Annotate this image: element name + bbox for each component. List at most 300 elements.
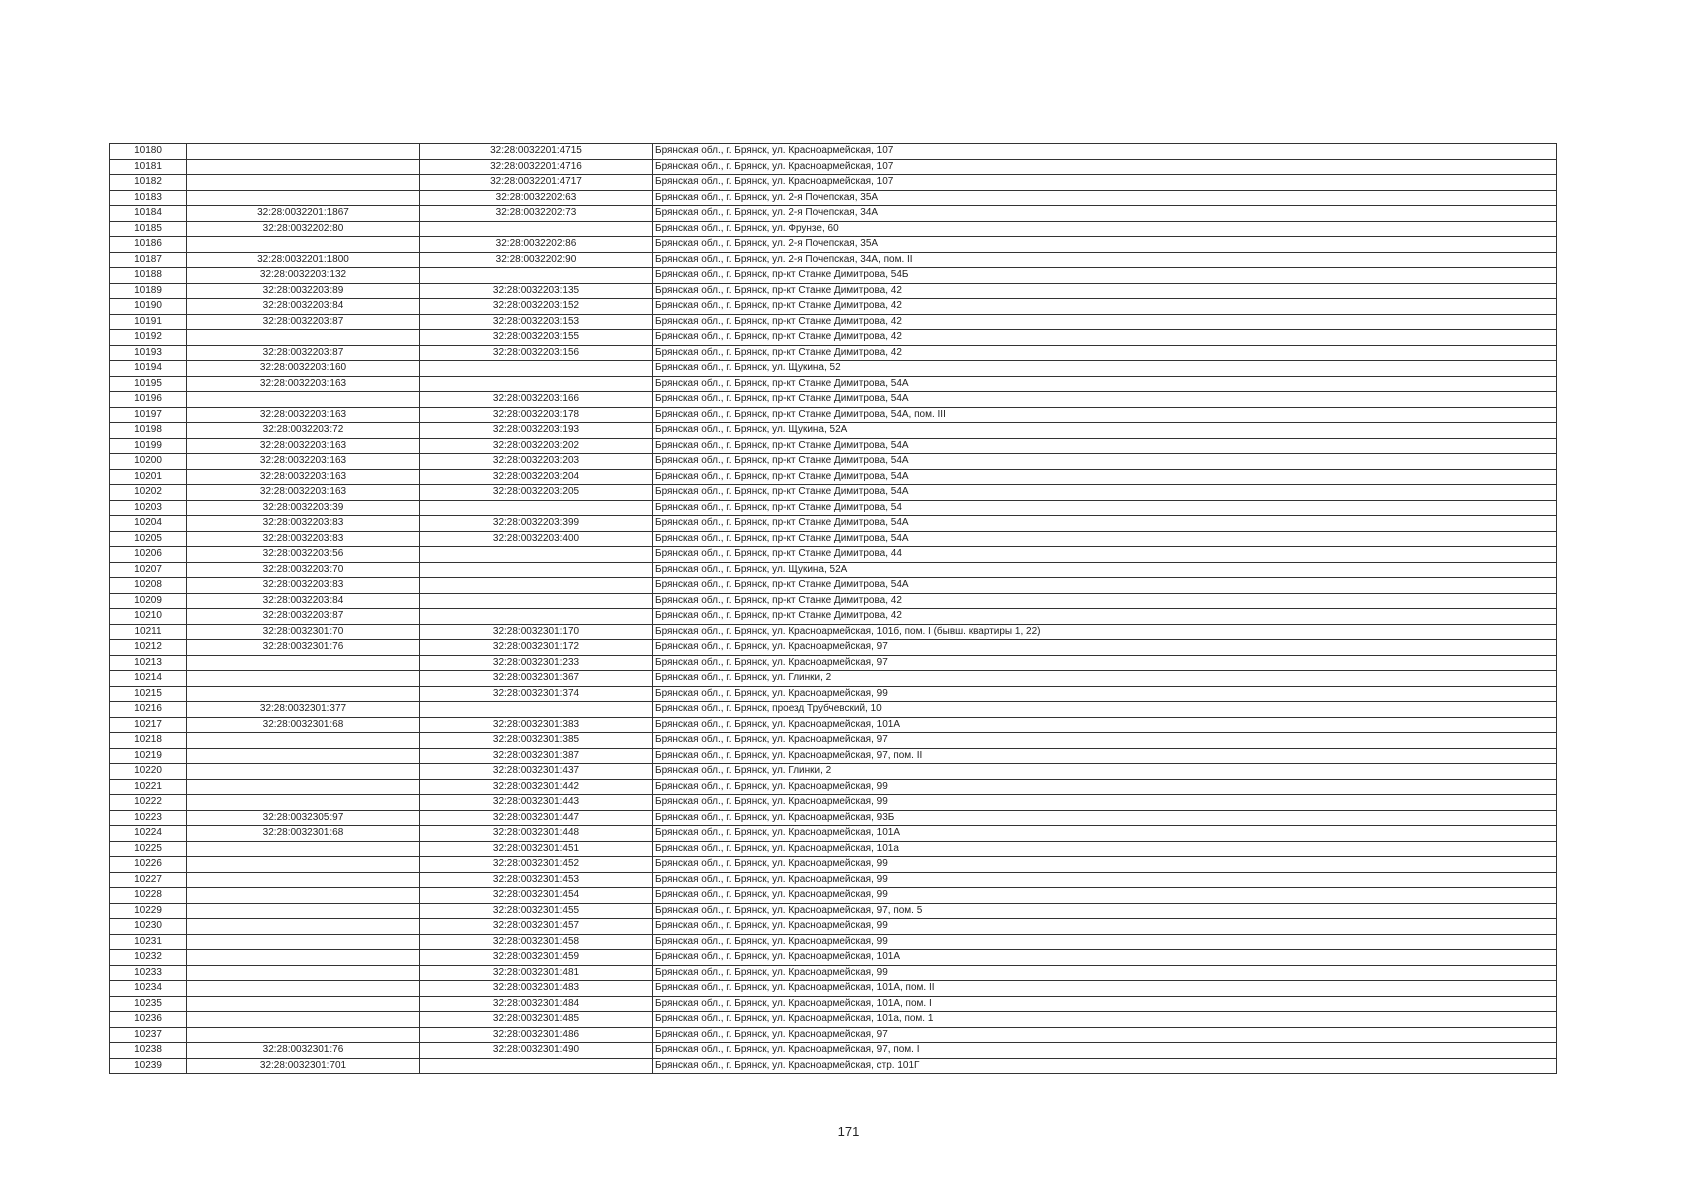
table-row <box>110 252 1557 268</box>
table-row <box>110 950 1557 966</box>
row-number-cell: 10180 <box>110 144 187 160</box>
row-number-cell: 10190 <box>110 299 187 315</box>
cadastral-number-cell <box>187 159 420 175</box>
cadastral-number-cell: 32:28:0032203:87 <box>187 609 420 625</box>
object-cadastral-number-cell: 32:28:0032202:63 <box>420 190 653 206</box>
cadastral-number-cell <box>187 686 420 702</box>
row-number-cell: 10211 <box>110 624 187 640</box>
cadastral-number-cell <box>187 1027 420 1043</box>
cadastral-number-cell: 32:28:0032203:84 <box>187 593 420 609</box>
object-cadastral-number-cell <box>420 702 653 718</box>
address-cell: Брянская обл., г. Брянск, пр-кт Станке Димитрова, 54А <box>653 485 1557 501</box>
table-row <box>110 717 1557 733</box>
row-number-cell: 10189 <box>110 283 187 299</box>
object-cadastral-number-cell: 32:28:0032203:205 <box>420 485 653 501</box>
row-number-cell: 10181 <box>110 159 187 175</box>
cadastral-number-cell <box>187 748 420 764</box>
object-cadastral-number-cell: 32:28:0032301:172 <box>420 640 653 656</box>
row-number-cell: 10231 <box>110 934 187 950</box>
cadastral-number-cell: 32:28:0032203:87 <box>187 314 420 330</box>
table-body <box>110 144 1557 1074</box>
address-cell: Брянская обл., г. Брянск, ул. Красноармейская, 99 <box>653 686 1557 702</box>
row-number-cell: 10237 <box>110 1027 187 1043</box>
table-row <box>110 810 1557 826</box>
table-row <box>110 702 1557 718</box>
address-cell: Брянская обл., г. Брянск, пр-кт Станке Димитрова, 54А <box>653 531 1557 547</box>
table-row <box>110 562 1557 578</box>
cadastral-number-cell: 32:28:0032301:76 <box>187 1043 420 1059</box>
row-number-cell: 10209 <box>110 593 187 609</box>
address-cell: Брянская обл., г. Брянск, пр-кт Станке Димитрова, 54Б <box>653 268 1557 284</box>
address-cell: Брянская обл., г. Брянск, ул. Красноармейская, 97, пом. II <box>653 748 1557 764</box>
cadastral-number-cell <box>187 190 420 206</box>
row-number-cell: 10224 <box>110 826 187 842</box>
cadastral-number-cell: 32:28:0032203:163 <box>187 438 420 454</box>
cadastral-number-cell: 32:28:0032305:97 <box>187 810 420 826</box>
address-cell: Брянская обл., г. Брянск, ул. Глинки, 2 <box>653 764 1557 780</box>
cadastral-number-cell: 32:28:0032203:163 <box>187 469 420 485</box>
address-cell: Брянская обл., г. Брянск, пр-кт Станке Димитрова, 54А <box>653 392 1557 408</box>
row-number-cell: 10239 <box>110 1058 187 1074</box>
object-cadastral-number-cell: 32:28:0032301:451 <box>420 841 653 857</box>
row-number-cell: 10234 <box>110 981 187 997</box>
cadastral-number-cell: 32:28:0032201:1800 <box>187 252 420 268</box>
object-cadastral-number-cell: 32:28:0032201:4715 <box>420 144 653 160</box>
object-cadastral-number-cell: 32:28:0032203:152 <box>420 299 653 315</box>
address-cell: Брянская обл., г. Брянск, проезд Трубчевский, 10 <box>653 702 1557 718</box>
table-row <box>110 314 1557 330</box>
address-cell: Брянская обл., г. Брянск, ул. Красноармейская, 97, пом. I <box>653 1043 1557 1059</box>
object-cadastral-number-cell: 32:28:0032301:443 <box>420 795 653 811</box>
object-cadastral-number-cell: 32:28:0032202:90 <box>420 252 653 268</box>
object-cadastral-number-cell: 32:28:0032301:458 <box>420 934 653 950</box>
row-number-cell: 10236 <box>110 1012 187 1028</box>
table-row <box>110 376 1557 392</box>
cadastral-number-cell: 32:28:0032203:132 <box>187 268 420 284</box>
cadastral-number-cell: 32:28:0032201:1867 <box>187 206 420 222</box>
object-cadastral-number-cell <box>420 221 653 237</box>
address-cell: Брянская обл., г. Брянск, пр-кт Станке Димитрова, 54А <box>653 516 1557 532</box>
row-number-cell: 10229 <box>110 903 187 919</box>
address-cell: Брянская обл., г. Брянск, ул. 2-я Почепская, 34А, пом. II <box>653 252 1557 268</box>
object-cadastral-number-cell: 32:28:0032203:400 <box>420 531 653 547</box>
row-number-cell: 10222 <box>110 795 187 811</box>
row-number-cell: 10203 <box>110 500 187 516</box>
object-cadastral-number-cell <box>420 593 653 609</box>
object-cadastral-number-cell: 32:28:0032203:399 <box>420 516 653 532</box>
table-row <box>110 237 1557 253</box>
address-cell: Брянская обл., г. Брянск, ул. Красноармейская, 101а <box>653 841 1557 857</box>
table-row <box>110 175 1557 191</box>
object-cadastral-number-cell: 32:28:0032301:483 <box>420 981 653 997</box>
object-cadastral-number-cell: 32:28:0032202:86 <box>420 237 653 253</box>
table-row <box>110 516 1557 532</box>
address-cell: Брянская обл., г. Брянск, ул. Красноармейская, 101а, пом. 1 <box>653 1012 1557 1028</box>
address-cell: Брянская обл., г. Брянск, ул. Красноармейская, 101б, пом. I (бывш. квартиры 1, 22) <box>653 624 1557 640</box>
cadastral-number-cell <box>187 872 420 888</box>
cadastral-number-cell <box>187 733 420 749</box>
table-row <box>110 454 1557 470</box>
cadastral-number-cell <box>187 1012 420 1028</box>
table-row <box>110 283 1557 299</box>
table-row <box>110 748 1557 764</box>
address-cell: Брянская обл., г. Брянск, ул. Красноармейская, стр. 101Г <box>653 1058 1557 1074</box>
row-number-cell: 10194 <box>110 361 187 377</box>
object-cadastral-number-cell <box>420 1058 653 1074</box>
table-row <box>110 547 1557 563</box>
cadastral-number-cell: 32:28:0032203:56 <box>187 547 420 563</box>
object-cadastral-number-cell: 32:28:0032301:453 <box>420 872 653 888</box>
cadastral-number-cell: 32:28:0032203:83 <box>187 516 420 532</box>
row-number-cell: 10184 <box>110 206 187 222</box>
object-cadastral-number-cell: 32:28:0032203:203 <box>420 454 653 470</box>
object-cadastral-number-cell <box>420 547 653 563</box>
table-row <box>110 733 1557 749</box>
table-row <box>110 469 1557 485</box>
address-cell: Брянская обл., г. Брянск, ул. 2-я Почепская, 35А <box>653 190 1557 206</box>
cadastral-number-cell <box>187 857 420 873</box>
address-cell: Брянская обл., г. Брянск, пр-кт Станке Димитрова, 54А <box>653 469 1557 485</box>
row-number-cell: 10204 <box>110 516 187 532</box>
object-cadastral-number-cell: 32:28:0032301:454 <box>420 888 653 904</box>
object-cadastral-number-cell: 32:28:0032301:448 <box>420 826 653 842</box>
row-number-cell: 10200 <box>110 454 187 470</box>
address-cell: Брянская обл., г. Брянск, ул. Щукина, 52А <box>653 562 1557 578</box>
address-cell: Брянская обл., г. Брянск, ул. Красноармейская, 101А <box>653 950 1557 966</box>
cadastral-table <box>109 143 1557 1074</box>
row-number-cell: 10214 <box>110 671 187 687</box>
row-number-cell: 10187 <box>110 252 187 268</box>
object-cadastral-number-cell: 32:28:0032201:4717 <box>420 175 653 191</box>
address-cell: Брянская обл., г. Брянск, ул. Красноармейская, 107 <box>653 175 1557 191</box>
object-cadastral-number-cell: 32:28:0032203:178 <box>420 407 653 423</box>
address-cell: Брянская обл., г. Брянск, ул. Щукина, 52 <box>653 361 1557 377</box>
table-row <box>110 361 1557 377</box>
table-row <box>110 996 1557 1012</box>
object-cadastral-number-cell: 32:28:0032301:387 <box>420 748 653 764</box>
row-number-cell: 10191 <box>110 314 187 330</box>
address-cell: Брянская обл., г. Брянск, пр-кт Станке Димитрова, 54А <box>653 578 1557 594</box>
cadastral-number-cell: 32:28:0032203:70 <box>187 562 420 578</box>
cadastral-number-cell <box>187 175 420 191</box>
row-number-cell: 10235 <box>110 996 187 1012</box>
address-cell: Брянская обл., г. Брянск, ул. Красноармейская, 99 <box>653 888 1557 904</box>
cadastral-number-cell: 32:28:0032301:76 <box>187 640 420 656</box>
address-cell: Брянская обл., г. Брянск, ул. Красноармейская, 99 <box>653 857 1557 873</box>
object-cadastral-number-cell <box>420 562 653 578</box>
table-row <box>110 159 1557 175</box>
row-number-cell: 10195 <box>110 376 187 392</box>
table-row <box>110 1043 1557 1059</box>
address-cell: Брянская обл., г. Брянск, ул. Красноармейская, 97 <box>653 733 1557 749</box>
cadastral-number-cell <box>187 144 420 160</box>
row-number-cell: 10216 <box>110 702 187 718</box>
cadastral-number-cell <box>187 795 420 811</box>
cadastral-number-cell <box>187 655 420 671</box>
table-row <box>110 903 1557 919</box>
address-cell: Брянская обл., г. Брянск, пр-кт Станке Димитрова, 44 <box>653 547 1557 563</box>
cadastral-number-cell: 32:28:0032203:89 <box>187 283 420 299</box>
cadastral-number-cell <box>187 671 420 687</box>
cadastral-number-cell: 32:28:0032203:83 <box>187 531 420 547</box>
cadastral-number-cell: 32:28:0032301:701 <box>187 1058 420 1074</box>
object-cadastral-number-cell: 32:28:0032202:73 <box>420 206 653 222</box>
object-cadastral-number-cell <box>420 578 653 594</box>
table-row <box>110 857 1557 873</box>
address-cell: Брянская обл., г. Брянск, пр-кт Станке Димитрова, 54А <box>653 438 1557 454</box>
cadastral-number-cell: 32:28:0032203:163 <box>187 376 420 392</box>
address-cell: Брянская обл., г. Брянск, ул. Красноармейская, 107 <box>653 159 1557 175</box>
object-cadastral-number-cell: 32:28:0032301:367 <box>420 671 653 687</box>
row-number-cell: 10196 <box>110 392 187 408</box>
object-cadastral-number-cell: 32:28:0032203:153 <box>420 314 653 330</box>
table-row <box>110 392 1557 408</box>
object-cadastral-number-cell: 32:28:0032301:485 <box>420 1012 653 1028</box>
object-cadastral-number-cell: 32:28:0032301:452 <box>420 857 653 873</box>
cadastral-number-cell: 32:28:0032203:72 <box>187 423 420 439</box>
table-row <box>110 190 1557 206</box>
row-number-cell: 10232 <box>110 950 187 966</box>
object-cadastral-number-cell: 32:28:0032301:459 <box>420 950 653 966</box>
row-number-cell: 10213 <box>110 655 187 671</box>
table-row <box>110 919 1557 935</box>
cadastral-number-cell <box>187 392 420 408</box>
table-row <box>110 764 1557 780</box>
address-cell: Брянская обл., г. Брянск, пр-кт Станке Димитрова, 42 <box>653 330 1557 346</box>
address-cell: Брянская обл., г. Брянск, пр-кт Станке Димитрова, 42 <box>653 314 1557 330</box>
table-row <box>110 872 1557 888</box>
table-row <box>110 500 1557 516</box>
object-cadastral-number-cell <box>420 376 653 392</box>
row-number-cell: 10219 <box>110 748 187 764</box>
row-number-cell: 10210 <box>110 609 187 625</box>
row-number-cell: 10212 <box>110 640 187 656</box>
table-row <box>110 593 1557 609</box>
address-cell: Брянская обл., г. Брянск, ул. Красноармейская, 93Б <box>653 810 1557 826</box>
cadastral-number-cell: 32:28:0032203:87 <box>187 345 420 361</box>
object-cadastral-number-cell: 32:28:0032301:233 <box>420 655 653 671</box>
cadastral-number-cell: 32:28:0032203:39 <box>187 500 420 516</box>
address-cell: Брянская обл., г. Брянск, ул. Красноармейская, 97 <box>653 640 1557 656</box>
address-cell: Брянская обл., г. Брянск, ул. Красноармейская, 97, пом. 5 <box>653 903 1557 919</box>
address-cell: Брянская обл., г. Брянск, пр-кт Станке Димитрова, 54А <box>653 454 1557 470</box>
object-cadastral-number-cell <box>420 361 653 377</box>
table-row <box>110 624 1557 640</box>
address-cell: Брянская обл., г. Брянск, ул. Красноармейская, 99 <box>653 919 1557 935</box>
row-number-cell: 10225 <box>110 841 187 857</box>
cadastral-number-cell: 32:28:0032301:377 <box>187 702 420 718</box>
address-cell: Брянская обл., г. Брянск, ул. Красноармейская, 99 <box>653 934 1557 950</box>
address-cell: Брянская обл., г. Брянск, пр-кт Станке Димитрова, 54А, пом. III <box>653 407 1557 423</box>
cadastral-number-cell: 32:28:0032301:70 <box>187 624 420 640</box>
row-number-cell: 10208 <box>110 578 187 594</box>
address-cell: Брянская обл., г. Брянск, ул. Красноармейская, 99 <box>653 795 1557 811</box>
table-row <box>110 686 1557 702</box>
address-cell: Брянская обл., г. Брянск, ул. Красноармейская, 101А <box>653 826 1557 842</box>
cadastral-number-cell <box>187 903 420 919</box>
address-cell: Брянская обл., г. Брянск, ул. Красноармейская, 101А, пом. I <box>653 996 1557 1012</box>
cadastral-number-cell <box>187 888 420 904</box>
row-number-cell: 10188 <box>110 268 187 284</box>
table-row <box>110 1058 1557 1074</box>
table-row <box>110 888 1557 904</box>
address-cell: Брянская обл., г. Брянск, ул. 2-я Почепская, 35А <box>653 237 1557 253</box>
address-cell: Брянская обл., г. Брянск, пр-кт Станке Димитрова, 54А <box>653 376 1557 392</box>
row-number-cell: 10186 <box>110 237 187 253</box>
table-row <box>110 268 1557 284</box>
row-number-cell: 10230 <box>110 919 187 935</box>
cadastral-number-cell: 32:28:0032202:80 <box>187 221 420 237</box>
row-number-cell: 10201 <box>110 469 187 485</box>
object-cadastral-number-cell: 32:28:0032203:204 <box>420 469 653 485</box>
table-row <box>110 485 1557 501</box>
object-cadastral-number-cell: 32:28:0032301:437 <box>420 764 653 780</box>
cadastral-number-cell <box>187 764 420 780</box>
row-number-cell: 10197 <box>110 407 187 423</box>
object-cadastral-number-cell: 32:28:0032301:385 <box>420 733 653 749</box>
table-row <box>110 965 1557 981</box>
cadastral-number-cell <box>187 965 420 981</box>
cadastral-number-cell <box>187 996 420 1012</box>
row-number-cell: 10207 <box>110 562 187 578</box>
table-row <box>110 221 1557 237</box>
object-cadastral-number-cell: 32:28:0032301:486 <box>420 1027 653 1043</box>
object-cadastral-number-cell: 32:28:0032301:383 <box>420 717 653 733</box>
row-number-cell: 10218 <box>110 733 187 749</box>
cadastral-number-cell <box>187 919 420 935</box>
table-row <box>110 779 1557 795</box>
object-cadastral-number-cell: 32:28:0032203:135 <box>420 283 653 299</box>
address-cell: Брянская обл., г. Брянск, пр-кт Станке Димитрова, 42 <box>653 609 1557 625</box>
row-number-cell: 10221 <box>110 779 187 795</box>
row-number-cell: 10192 <box>110 330 187 346</box>
table-row <box>110 330 1557 346</box>
table-row <box>110 144 1557 160</box>
address-cell: Брянская обл., г. Брянск, ул. Красноармейская, 97 <box>653 1027 1557 1043</box>
address-cell: Брянская обл., г. Брянск, пр-кт Станке Димитрова, 54 <box>653 500 1557 516</box>
address-cell: Брянская обл., г. Брянск, ул. Красноармейская, 107 <box>653 144 1557 160</box>
address-cell: Брянская обл., г. Брянск, ул. Фрунзе, 60 <box>653 221 1557 237</box>
row-number-cell: 10183 <box>110 190 187 206</box>
address-cell: Брянская обл., г. Брянск, ул. Глинки, 2 <box>653 671 1557 687</box>
object-cadastral-number-cell <box>420 609 653 625</box>
address-cell: Брянская обл., г. Брянск, пр-кт Станке Димитрова, 42 <box>653 593 1557 609</box>
address-cell: Брянская обл., г. Брянск, ул. Красноармейская, 99 <box>653 779 1557 795</box>
cadastral-number-cell: 32:28:0032203:83 <box>187 578 420 594</box>
cadastral-number-cell <box>187 330 420 346</box>
row-number-cell: 10206 <box>110 547 187 563</box>
cadastral-number-cell: 32:28:0032203:84 <box>187 299 420 315</box>
table-row <box>110 934 1557 950</box>
table-row <box>110 206 1557 222</box>
object-cadastral-number-cell: 32:28:0032301:447 <box>420 810 653 826</box>
table-row <box>110 345 1557 361</box>
row-number-cell: 10220 <box>110 764 187 780</box>
object-cadastral-number-cell: 32:28:0032301:455 <box>420 903 653 919</box>
cadastral-number-cell <box>187 981 420 997</box>
object-cadastral-number-cell: 32:28:0032301:490 <box>420 1043 653 1059</box>
table-row <box>110 655 1557 671</box>
table-row <box>110 609 1557 625</box>
address-cell: Брянская обл., г. Брянск, пр-кт Станке Димитрова, 42 <box>653 345 1557 361</box>
row-number-cell: 10199 <box>110 438 187 454</box>
row-number-cell: 10217 <box>110 717 187 733</box>
cadastral-number-cell: 32:28:0032301:68 <box>187 717 420 733</box>
table-row <box>110 407 1557 423</box>
table-row <box>110 1027 1557 1043</box>
cadastral-number-cell: 32:28:0032203:163 <box>187 485 420 501</box>
address-cell: Брянская обл., г. Брянск, ул. Красноармейская, 97 <box>653 655 1557 671</box>
cadastral-number-cell <box>187 237 420 253</box>
object-cadastral-number-cell: 32:28:0032201:4716 <box>420 159 653 175</box>
row-number-cell: 10226 <box>110 857 187 873</box>
row-number-cell: 10238 <box>110 1043 187 1059</box>
cadastral-number-cell <box>187 841 420 857</box>
address-cell: Брянская обл., г. Брянск, ул. 2-я Почепская, 34А <box>653 206 1557 222</box>
object-cadastral-number-cell: 32:28:0032203:155 <box>420 330 653 346</box>
row-number-cell: 10227 <box>110 872 187 888</box>
object-cadastral-number-cell: 32:28:0032301:374 <box>420 686 653 702</box>
cadastral-number-cell: 32:28:0032203:160 <box>187 361 420 377</box>
address-cell: Брянская обл., г. Брянск, ул. Красноармейская, 99 <box>653 965 1557 981</box>
address-cell: Брянская обл., г. Брянск, ул. Красноармейская, 101А, пом. II <box>653 981 1557 997</box>
address-cell: Брянская обл., г. Брянск, пр-кт Станке Димитрова, 42 <box>653 283 1557 299</box>
object-cadastral-number-cell: 32:28:0032301:457 <box>420 919 653 935</box>
object-cadastral-number-cell: 32:28:0032301:481 <box>420 965 653 981</box>
object-cadastral-number-cell: 32:28:0032301:442 <box>420 779 653 795</box>
address-cell: Брянская обл., г. Брянск, ул. Красноармейская, 101А <box>653 717 1557 733</box>
cadastral-number-cell: 32:28:0032301:68 <box>187 826 420 842</box>
row-number-cell: 10228 <box>110 888 187 904</box>
row-number-cell: 10215 <box>110 686 187 702</box>
row-number-cell: 10185 <box>110 221 187 237</box>
address-cell: Брянская обл., г. Брянск, ул. Щукина, 52А <box>653 423 1557 439</box>
object-cadastral-number-cell: 32:28:0032203:156 <box>420 345 653 361</box>
cadastral-number-cell: 32:28:0032203:163 <box>187 407 420 423</box>
table-row <box>110 531 1557 547</box>
object-cadastral-number-cell <box>420 268 653 284</box>
object-cadastral-number-cell: 32:28:0032301:170 <box>420 624 653 640</box>
cadastral-number-cell <box>187 950 420 966</box>
row-number-cell: 10205 <box>110 531 187 547</box>
table-row <box>110 671 1557 687</box>
cadastral-number-cell <box>187 779 420 795</box>
page-number: 171 <box>837 1124 860 1139</box>
object-cadastral-number-cell: 32:28:0032203:202 <box>420 438 653 454</box>
object-cadastral-number-cell: 32:28:0032203:193 <box>420 423 653 439</box>
table-row <box>110 981 1557 997</box>
row-number-cell: 10233 <box>110 965 187 981</box>
cadastral-number-cell <box>187 934 420 950</box>
row-number-cell: 10182 <box>110 175 187 191</box>
table-row <box>110 423 1557 439</box>
table-row <box>110 438 1557 454</box>
address-cell: Брянская обл., г. Брянск, пр-кт Станке Димитрова, 42 <box>653 299 1557 315</box>
row-number-cell: 10202 <box>110 485 187 501</box>
object-cadastral-number-cell: 32:28:0032301:484 <box>420 996 653 1012</box>
table-row <box>110 841 1557 857</box>
row-number-cell: 10223 <box>110 810 187 826</box>
table-row <box>110 578 1557 594</box>
table-row <box>110 795 1557 811</box>
object-cadastral-number-cell <box>420 500 653 516</box>
row-number-cell: 10193 <box>110 345 187 361</box>
row-number-cell: 10198 <box>110 423 187 439</box>
cadastral-number-cell: 32:28:0032203:163 <box>187 454 420 470</box>
table-row <box>110 1012 1557 1028</box>
table-row <box>110 299 1557 315</box>
address-cell: Брянская обл., г. Брянск, ул. Красноармейская, 99 <box>653 872 1557 888</box>
